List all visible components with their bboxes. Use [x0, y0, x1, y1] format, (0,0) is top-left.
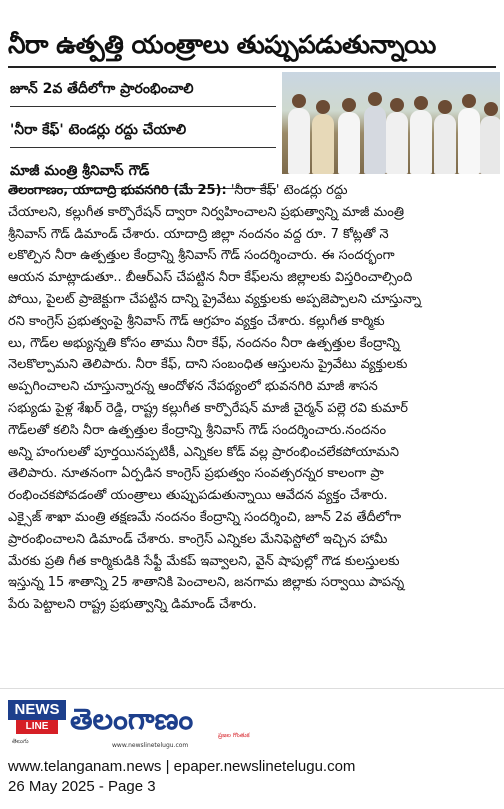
- subheadline: జూన్ 2వ తేదీలోగా ప్రారంభించాలి: [10, 72, 276, 107]
- article-line: గౌడ్‌లతో కలిసి నీరా ఉత్పత్తుల కేంద్రాన్ని శ్రీనివాస్ గౌడ్ సందర్శించారు.నందనం: [8, 422, 387, 438]
- article-line: అప్పగించాలని చూస్తున్నారన్న ఆందోళన నేపథ్యంలో భువనగిరి మాజీ శాసన: [8, 379, 378, 395]
- article-line: ఎక్సైజ్ శాఖా మంత్రి తక్షణమే నందనం కేంద్రాన్ని సందర్శించి, జూన్ 2వ తేదీలోగా: [8, 509, 402, 525]
- source-line[interactable]: www.telanganam.news | epaper.newslinetelugu.com: [8, 758, 356, 775]
- info-bar: [0, 754, 504, 809]
- subheadline: 'నీరా కేఫ్' టెండర్లు రద్దు చేయాలి: [10, 113, 276, 148]
- article-line: లు, గౌడ్‌ల అభ్యున్నతి కోసం తాము నీరా కేఫ్, నందనం నీరా ఉత్పత్తుల కేంద్రాన్ని: [8, 335, 400, 351]
- logo-tagline: ప్రజల గొంతుక: [218, 732, 250, 739]
- article-first-line: [8, 180, 496, 202]
- article-line: అన్ని హంగులతో పూర్తయినప్పటికీ, ఎన్నికల కోడ్ వల్ల ప్రారంభించలేకపోయామని: [8, 444, 399, 460]
- article-line: లకొల్పిన నీరా ఉత్పత్తుల కేంద్రాన్ని శ్రీనివాస్ గౌడ్ సందర్శించారు. ఈ సందర్భంగా: [8, 248, 395, 264]
- article-line: పోయి, పైలట్ ప్రాజెక్టుగా చేపట్టిన దాన్ని ప్రైవేటు వ్యక్తులకు అప్పజెప్పాలని చూస్తున్నా: [8, 291, 422, 307]
- logo-url[interactable]: www.newslinetelugu.com: [112, 742, 189, 749]
- article-line: తెలిపారు. నూతనంగా ఏర్పడిన కాంగ్రెస్ ప్రభుత్వం సంవత్సరన్నర కాలంగా ప్రా: [8, 466, 384, 482]
- article-line: ఇస్తున్న 15 శాతాన్ని 25 శాతానికి పెంచాలని, జనగామ జిల్లాకు సర్వాయి పాపన్న: [8, 575, 405, 591]
- person-figure: [480, 116, 500, 174]
- article-line: చేయాలని, కల్లుగీత కార్పొరేషన్ ద్వారా నిర్వహించాలని ప్రభుత్వాన్ని మాజీ మంత్రి: [8, 204, 405, 220]
- person-figure: [458, 108, 480, 174]
- article-line: పేరు పెట్టాలని రాష్ట్ర ప్రభుత్వాన్ని డిమాండ్ చేశారు.: [8, 597, 257, 613]
- article-line: సభ్యుడు పైళ్ల శేఖర్ రెడ్డి, రాష్ట్ర కల్లుగీత కార్పొరేషన్ మాజీ చైర్మన్ పల్లె రవి కుమార్: [8, 400, 408, 416]
- person-figure: [364, 106, 386, 174]
- logo-line-text: LINE: [16, 720, 58, 734]
- article-line-text: 'నీరా కేఫ్' టెండర్లు రద్దు: [226, 183, 348, 198]
- person-figure: [338, 112, 360, 174]
- headline: నీరా ఉత్పత్తి యంత్రాలు తుప్పుపడుతున్నాయి: [8, 30, 436, 59]
- newsline-logo[interactable]: [8, 700, 66, 736]
- article-line: మేరకు ప్రతి గీత కార్మికుడికి సేఫ్టీ మేకప్ ఇవ్వాలని, వైన్ షాపుల్లో గౌడ కులస్తులకు: [8, 553, 400, 569]
- article-line: ప్రారంభించాలని డిమాండ్ చేశారు. కాంగ్రెస్ ఎన్నికల మేనిఫెస్టోలో ఇచ్చిన హామీ: [8, 531, 388, 547]
- news-photo: [282, 72, 500, 174]
- headline-rule: [8, 66, 496, 68]
- article-line: ఆయన మాట్లాడుతూ.. బీఆర్ఎస్ చేపట్టిన నీరా కేఫ్‌లను జిల్లాలకు విస్తరించాల్సింది: [8, 270, 413, 286]
- article-line: నెలకొల్పామని తెలిపారు. నీరా కేఫ్, దాని సంబంధిత ఆస్తులను ప్రైవేటు వ్యక్తులకు: [8, 357, 408, 373]
- dateline: తెలంగాణం, యాదాద్రి భువనగిరి (మే 25):: [8, 183, 227, 198]
- logo-small-text: తెలుగు: [12, 738, 29, 745]
- telanganam-logo[interactable]: తెలంగాణం: [70, 702, 194, 736]
- article-line: రని కాంగ్రెస్ ప్రభుత్వంపై శ్రీనివాస్ గౌడ్ ఆగ్రహం వ్యక్తం చేశారు. కల్లుగీత కార్మికు: [8, 313, 385, 329]
- subheadline: మాజీ మంత్రి శ్రీనివాస్ గౌడ్: [10, 154, 276, 189]
- person-figure: [288, 108, 310, 174]
- article-body: [8, 180, 496, 616]
- person-figure: [386, 112, 408, 174]
- person-figure: [312, 114, 334, 174]
- logo-news-text: NEWS: [8, 700, 66, 720]
- date-page-line: 26 May 2025 - Page 3: [8, 778, 156, 795]
- subheadlines: [10, 72, 276, 195]
- article-line: శ్రీనివాస్ గౌడ్ డిమాండ్ చేశారు. యాదాద్రి జిల్లా నందనం వద్ద రూ. 7 కోట్లతో నె: [8, 226, 389, 242]
- article-line: రంభించకపోవడంతో యంత్రాలు తుప్పుపడుతున్నాయి ఆవేదన వ్యక్తం చేశారు.: [8, 488, 388, 504]
- person-figure: [410, 110, 432, 174]
- person-figure: [434, 114, 456, 174]
